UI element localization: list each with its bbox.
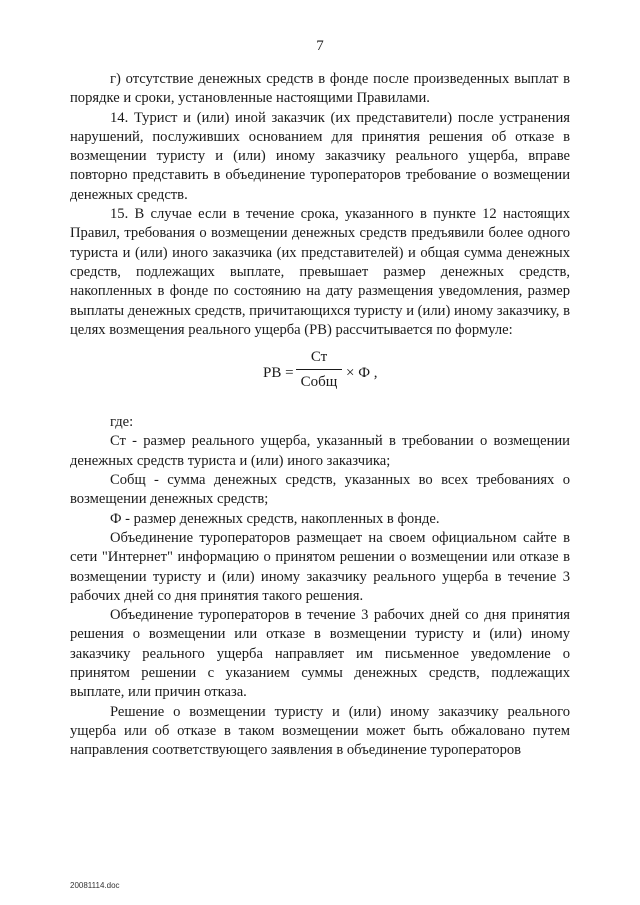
document-body bbox=[70, 70, 570, 761]
paragraph-15: 15. В случае если в течение срока, указанного в пункте 12 настоящих Правил, требования о возмещении денежных средств предъявили более одного туриста и (или) иного заказчика (их представителей) и общая сумма денежных средств, подлежащих выплате, превышает размер денежных средств, накопленных в фонде по состоянию на дату размещения уведомления, размер выплаты денежных средств, причитающихся туристу и (или) иному заказчику, в целях возмещения реального ущерба (РВ) рассчитывается по формуле: bbox=[70, 206, 570, 338]
formula-numerator: Ст bbox=[310, 349, 328, 366]
paragraph-appeal: Решение о возмещении туристу и (или) иному заказчику реального ущерба или об отказе в таком возмещении может быть обжаловано путем направления соответствующего заявления в объединение туроператоров bbox=[70, 703, 570, 759]
paragraph-publication: Объединение туроператоров размещает на своем официальном сайте в сети "Интернет" информацию о принятом решении о возмещении или отказе в возмещении туристу и (или) иному заказчику реального ущерба в течение 3 рабочих дней со дня принятия такого решения. bbox=[70, 529, 570, 604]
paragraph-14: 14. Турист и (или) иной заказчик (их представители) после устранения нарушений, послуживших основанием для принятия решения об отказе в возмещении туристу и (или) иному заказчику реального ущерба, вправе повторно представить в объединение туроператоров требование о возмещении денежных средств. bbox=[70, 109, 570, 203]
formula-fraction bbox=[296, 347, 342, 392]
definition-st: Ст - размер реального ущерба, указанный в требовании о возмещении денежных средств туриста и (или) иного заказчика; bbox=[70, 433, 570, 469]
formula-denominator: Собщ bbox=[300, 374, 338, 391]
payout-formula bbox=[70, 347, 570, 409]
formula-rhs: × Ф , bbox=[346, 365, 378, 382]
paragraph-item-g: г) отсутствие денежных средств в фонде после произведенных выплат в порядке и сроки, установленные настоящими Правилами. bbox=[70, 71, 570, 107]
page-number: 7 bbox=[316, 38, 324, 54]
where-label: где: bbox=[110, 414, 134, 431]
paragraph-notification: Объединение туроператоров в течение 3 рабочих дней со дня принятия решения о возмещении или отказе в возмещении туристу и (или) иному заказчику реального ущерба направляет им письменное уведомление о принятом решении с указанием суммы денежных средств, подлежащих выплате, или причин отказа. bbox=[70, 607, 570, 701]
definition-f: Ф - размер денежных средств, накопленных в фонде. bbox=[110, 510, 440, 527]
definition-sobshch: Собщ - сумма денежных средств, указанных во всех требованиях о возмещении денежных средств; bbox=[70, 472, 570, 508]
fraction-bar bbox=[296, 369, 342, 370]
formula-lhs: РВ = bbox=[263, 365, 294, 382]
footer-filename: 20081114.doc bbox=[70, 881, 120, 890]
